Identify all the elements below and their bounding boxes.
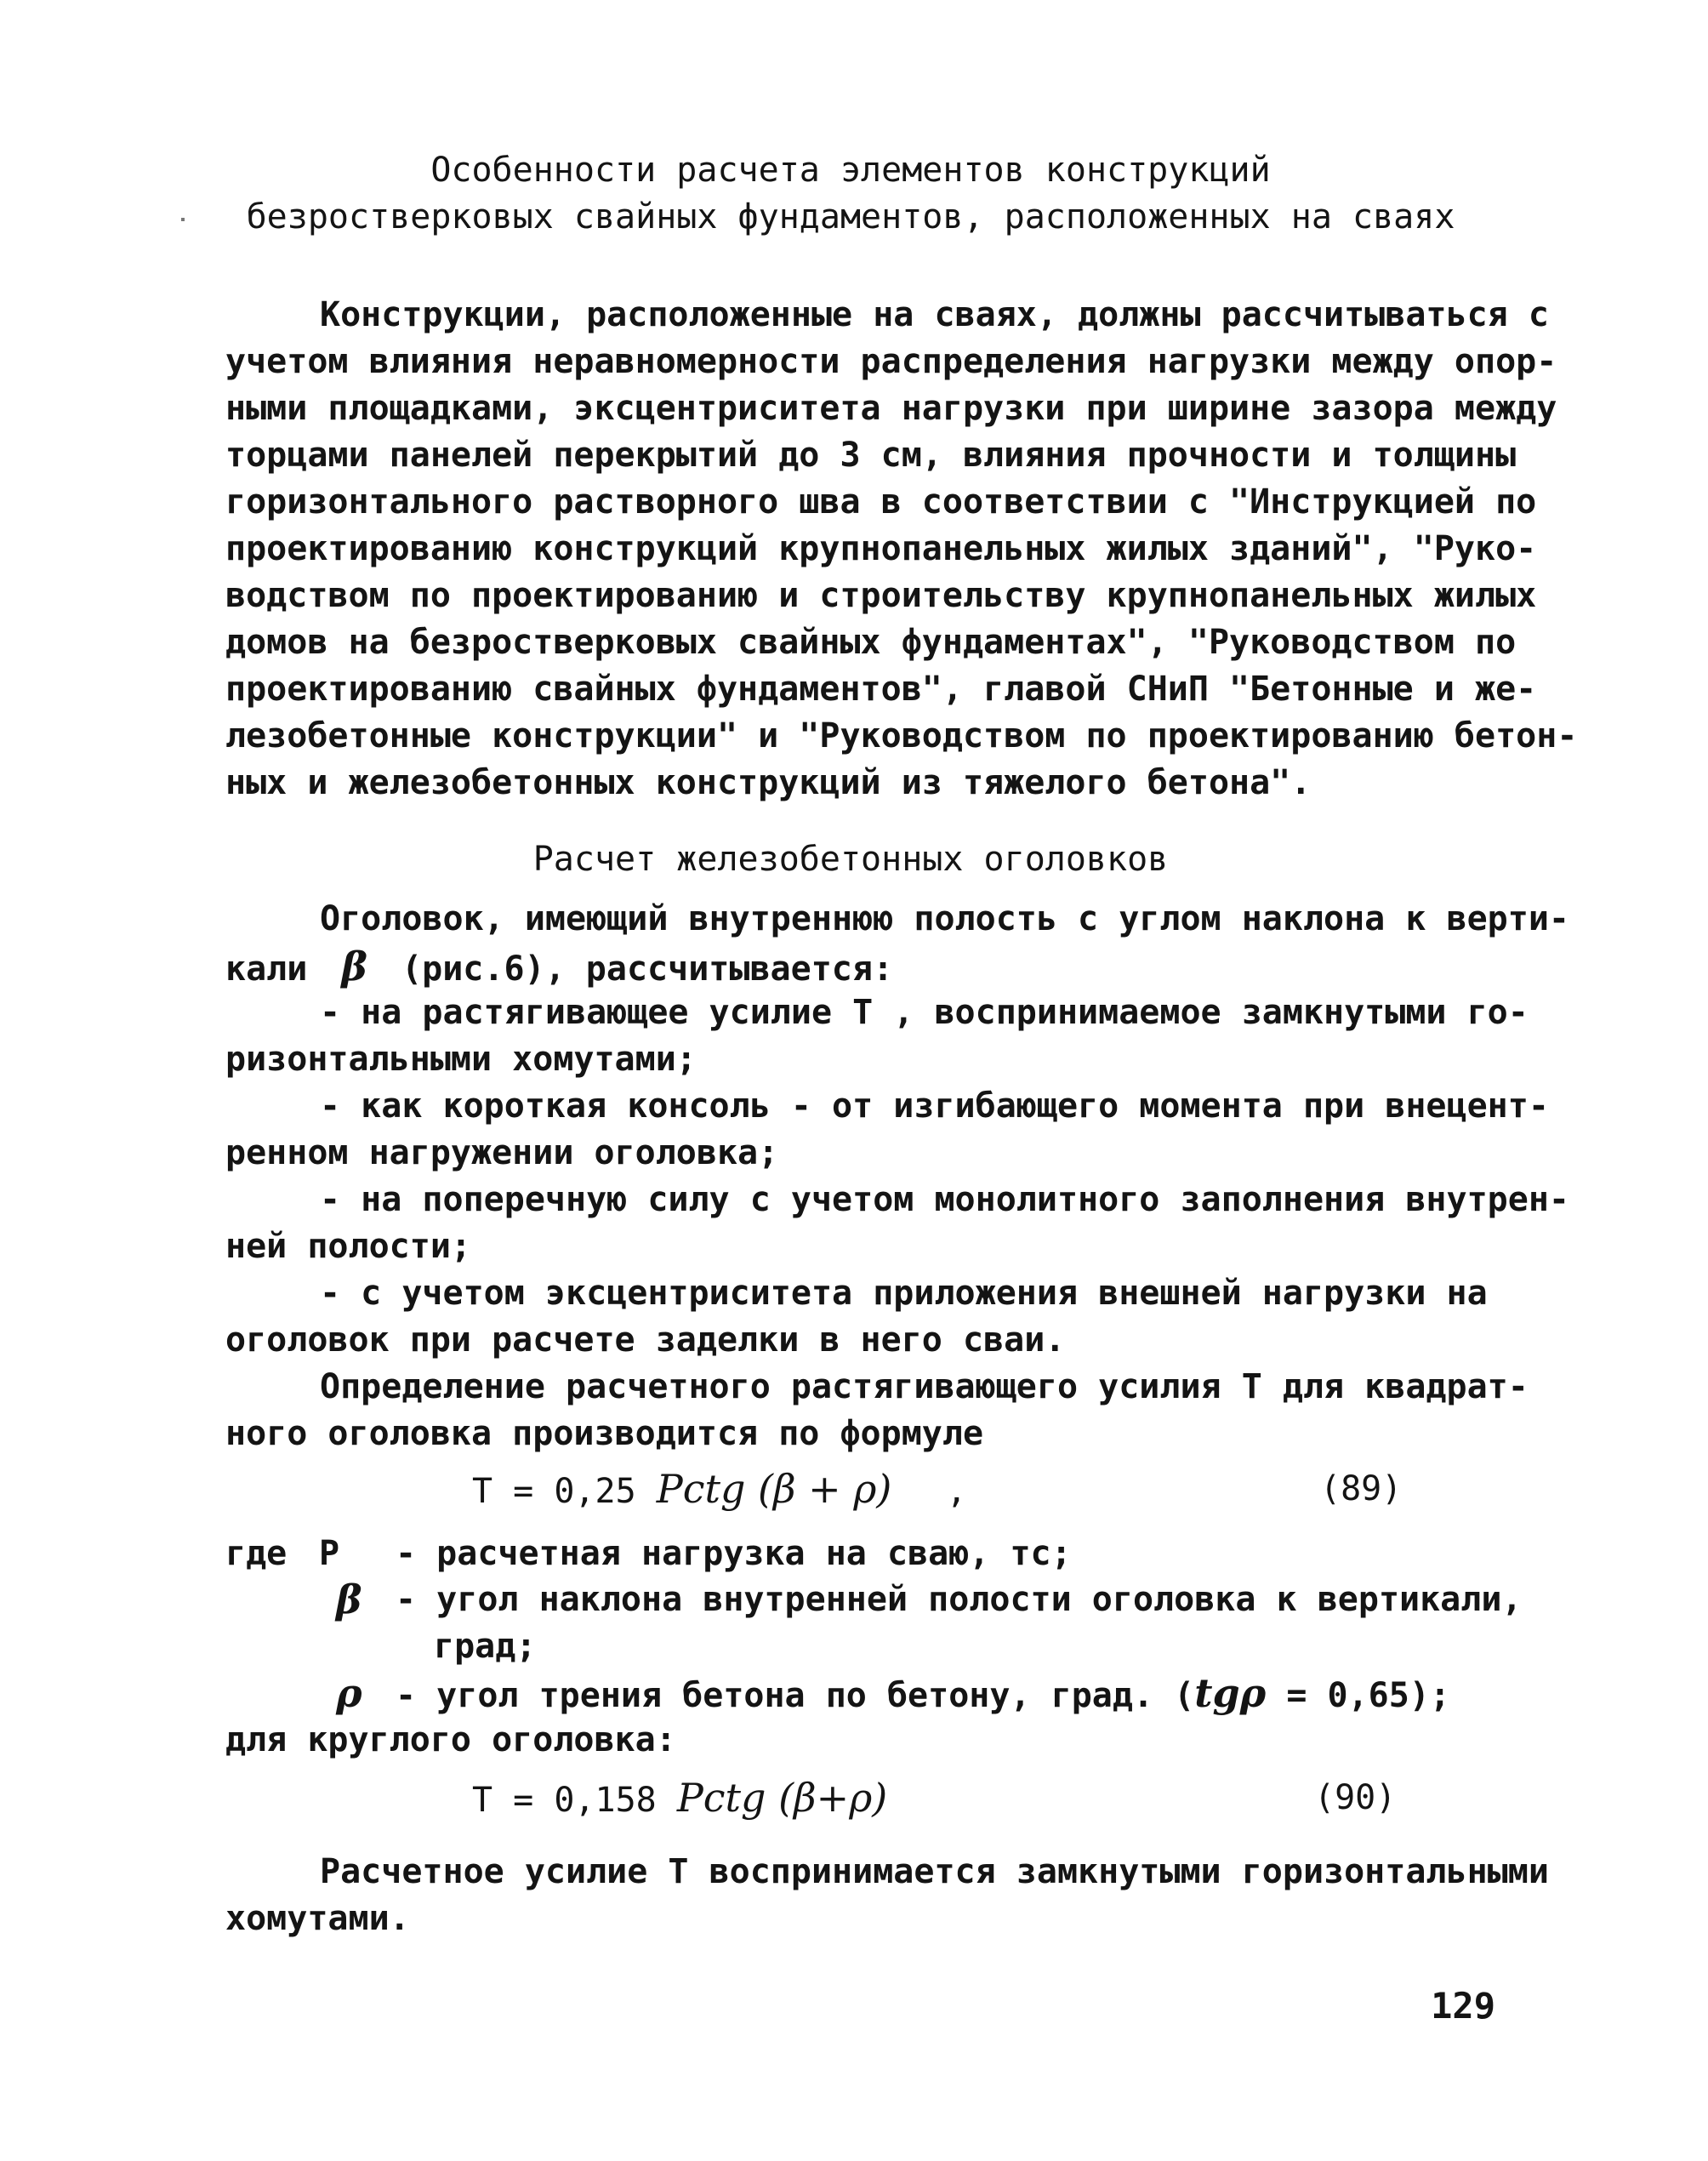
intro-line: ных и железобетонных конструкций из тяжелого бетона".	[225, 763, 1312, 802]
intro-line: торцами панелей перекрытий до 3 см, влияния прочности и толщины	[225, 436, 1517, 475]
bullet-line: - на поперечную силу с учетом монолитного заполнения внутрен-	[320, 1180, 1570, 1219]
beta-symbol: β	[341, 944, 367, 989]
formula-90	[472, 1774, 887, 1824]
section-line: Определение расчетного растягивающего усилия Т для квадрат-	[320, 1367, 1529, 1406]
intro-line: проектированию свайных фундаментов", главой СНиП "Бетонные и же-	[225, 670, 1537, 709]
formula-89-handwritten: Pctg (β + ρ)	[656, 1466, 892, 1512]
closing-line: хомутами.	[225, 1899, 410, 1938]
p-definition: - расчетная нагрузка на сваю, тс;	[396, 1534, 1072, 1573]
formula-90-lhs: Т = 0,158	[472, 1781, 657, 1820]
formula-89-lhs: Т = 0,25	[472, 1472, 636, 1511]
intro-line: водством по проектированию и строительству крупнопанельных жилых	[225, 576, 1537, 615]
section-heading: Расчет железобетонных оголовков	[532, 840, 1169, 879]
equation-number-89: (89)	[1320, 1469, 1403, 1508]
tg-rho: tgρ	[1194, 1670, 1267, 1716]
intro-line: Конструкции, расположенные на сваях, должны рассчитываться с	[320, 295, 1549, 334]
rho-tail: = 0,65);	[1286, 1676, 1450, 1715]
intro-line: горизонтального растворного шва в соответствии с "Инструкцией по	[225, 482, 1537, 522]
formula-89-tail: ,	[946, 1472, 967, 1511]
p-symbol: Р	[319, 1534, 340, 1573]
round-head-label: для круглого оголовка:	[225, 1720, 676, 1759]
bullet-line: ренном нагружении оголовка;	[225, 1133, 779, 1172]
bullet-line: - как короткая консоль - от изгибающего момента при внецент-	[320, 1086, 1549, 1126]
rho-text: - угол трения бетона по бетону, град. (	[396, 1676, 1195, 1715]
title-line-2: безростверковых свайных фундаментов, расположенных на сваях	[246, 197, 1455, 237]
rho-definition	[396, 1669, 1450, 1719]
formula-90-handwritten: Pctg (β+ρ)	[676, 1775, 888, 1821]
beta-definition-cont: град;	[434, 1627, 537, 1666]
beta-definition: - угол наклона внутренней полости оголовка к вертикали,	[396, 1580, 1523, 1619]
closing-line: Расчетное усилие Т воспринимается замкнутыми горизонтальными	[320, 1852, 1549, 1891]
section-line: Оголовок, имеющий внутреннюю полость с углом наклона к верти-	[320, 899, 1570, 938]
bullet-line: - с учетом эксцентриситета приложения внешней нагрузки на	[320, 1274, 1488, 1313]
intro-line: проектированию конструкций крупнопанельных жилых зданий", "Руко-	[225, 529, 1537, 568]
section-line-word: кали	[225, 949, 308, 989]
intro-line: лезобетонные конструкции" и "Руководством по проектированию бетон-	[225, 716, 1578, 755]
beta-symbol: β	[336, 1577, 362, 1622]
bullet-line: ней полости;	[225, 1227, 471, 1266]
rho-definition-symbol	[336, 1669, 362, 1719]
rho-symbol: ρ	[336, 1670, 362, 1716]
intro-line: ными площадками, эксцентриситета нагрузки при ширине зазора между	[225, 389, 1557, 428]
section-line	[225, 943, 893, 993]
where-word: где	[225, 1534, 288, 1573]
title-line-1: Особенности расчета элементов конструкций	[430, 151, 1271, 190]
bullet-line: ризонтальными хомутами;	[225, 1040, 697, 1079]
intro-line: домов на безростверковых свайных фундаментах", "Руководством по	[225, 623, 1517, 662]
page-number: 129	[1431, 1985, 1495, 2027]
section-line: ного оголовка производится по формуле	[225, 1414, 984, 1453]
section-line-rest: (рис.6), рассчитывается:	[401, 949, 894, 989]
equation-number-90: (90)	[1314, 1778, 1397, 1817]
bullet-line: оголовок при расчете заделки в него сваи.	[225, 1320, 1066, 1360]
intro-line: учетом влияния неравномерности распределения нагрузки между опор-	[225, 342, 1557, 381]
beta-definition-symbol	[336, 1576, 362, 1626]
bullet-line: - на растягивающее усилие Т , воспринимаемое замкнутыми го-	[320, 993, 1529, 1032]
formula-89	[472, 1465, 967, 1515]
